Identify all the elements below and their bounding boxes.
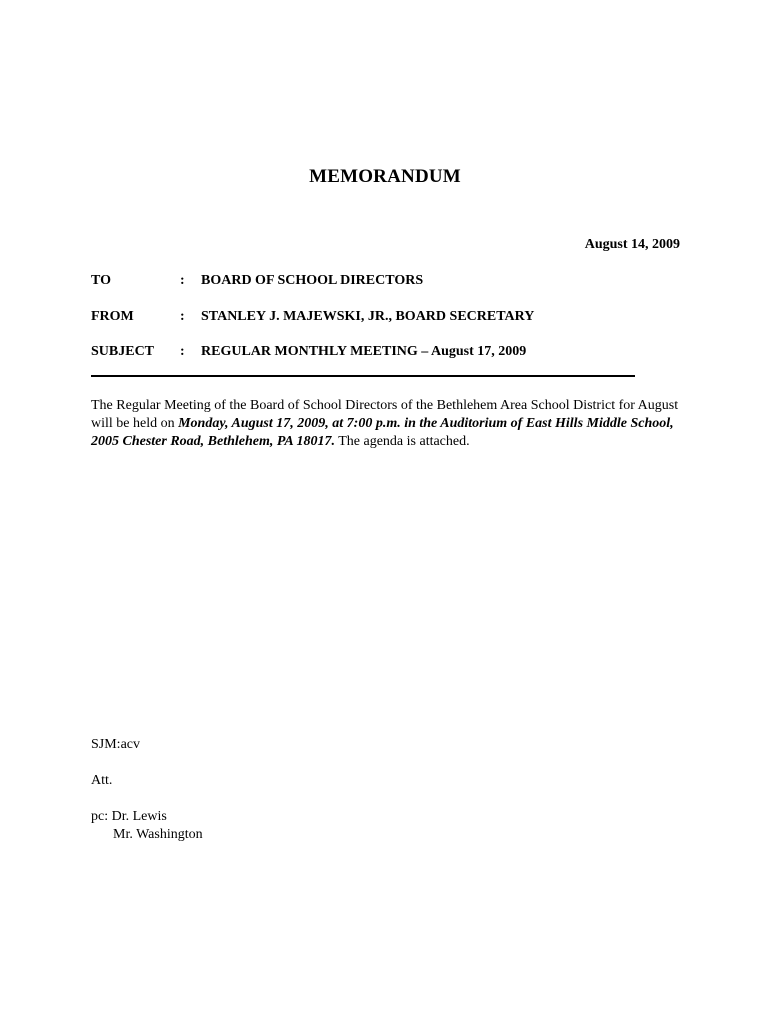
memo-attachment: Att. [91, 773, 113, 788]
pc-recipient-2: Mr. Washington [113, 827, 203, 842]
from-value: STANLEY J. MAJEWSKI, JR., BOARD SECRETARY [201, 309, 535, 324]
to-colon: : [180, 273, 185, 288]
memo-copies [91, 808, 203, 844]
from-label: FROM [91, 309, 134, 324]
body-emphasis: Monday, August 17, 2009, at 7:00 p.m. in the Auditorium of East Hills Middle School, 2005 Chester Road, Bethlehem, PA 18017. [91, 416, 674, 449]
body-intro: The Regular Meeting of the Board of School Directors of the Bethlehem Area School District for August will be held on [91, 398, 679, 431]
memo-body [91, 397, 691, 451]
to-value: BOARD OF SCHOOL DIRECTORS [201, 273, 424, 288]
subject-value: REGULAR MONTHLY MEETING – August 17, 2009 [201, 344, 527, 359]
memo-date: August 14, 2009 [584, 237, 680, 252]
header-divider [91, 375, 635, 377]
body-outro: The agenda is attached. [334, 434, 470, 449]
subject-colon: : [180, 344, 185, 359]
subject-label: SUBJECT [91, 344, 155, 359]
to-label: TO [91, 273, 111, 288]
pc-recipient-1: pc: Dr. Lewis [91, 809, 167, 824]
memo-initials: SJM:acv [91, 737, 140, 752]
from-colon: : [180, 309, 185, 324]
memo-title: MEMORANDUM [309, 166, 461, 187]
